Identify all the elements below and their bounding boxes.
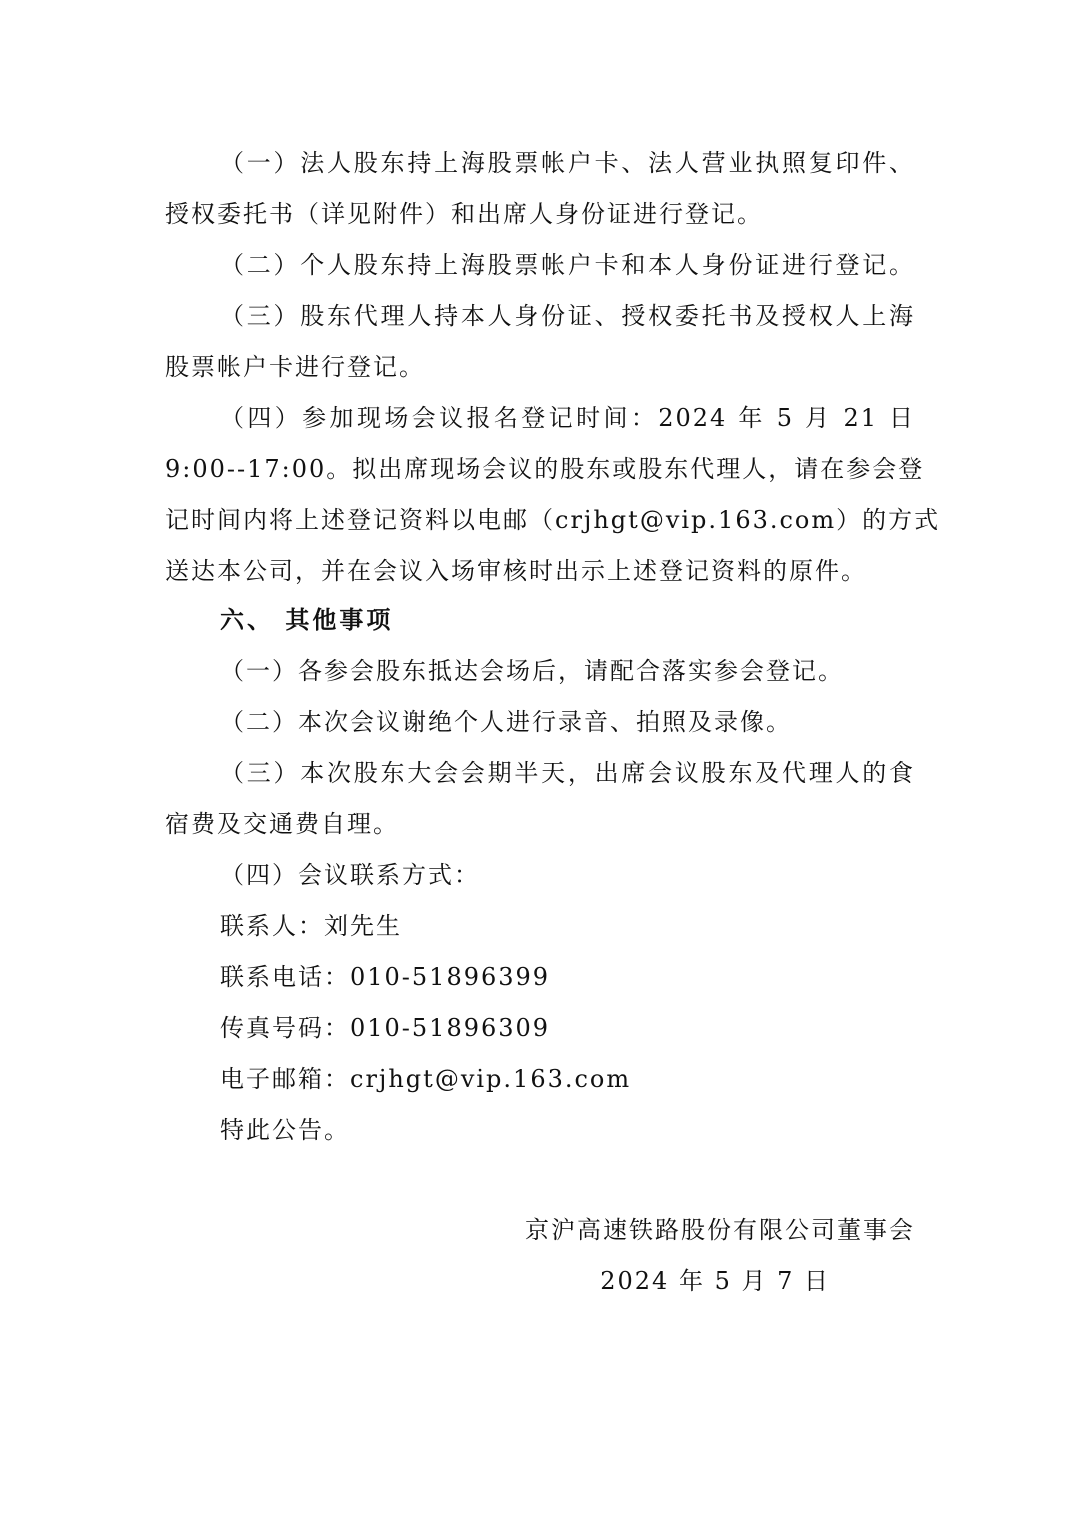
contact-email: 电子邮箱：crjhgt@vip.163.com [220,1065,632,1093]
paragraph-line: 授权委托书（详见附件）和出席人身份证进行登记。 [165,200,763,228]
section-heading: 六、 其他事项 [220,605,394,634]
list-item: （二）本次会议谢绝个人进行录音、拍照及录像。 [220,708,792,736]
contact-fax: 传真号码：010-51896309 [220,1014,551,1042]
closing-statement: 特此公告。 [220,1116,350,1144]
list-item: （一）各参会股东抵达会场后，请配合落实参会登记。 [220,657,844,685]
paragraph-line: 9:00--17:00。拟出席现场会议的股东或股东代理人，请在参会登 [165,455,925,483]
signature-org: 京沪高速铁路股份有限公司董事会 [525,1216,915,1244]
paragraph-line: （四）参加现场会议报名登记时间：2024 年 5 月 21 日 [220,404,915,432]
paragraph-line: 股票帐户卡进行登记。 [165,353,425,381]
contact-phone: 联系电话：010-51896399 [220,963,551,991]
list-item: 宿费及交通费自理。 [165,810,399,838]
paragraph-line: 记时间内将上述登记资料以电邮（crjhgt@vip.163.com）的方式 [165,506,941,534]
paragraph-line: （一）法人股东持上海股票帐户卡、法人营业执照复印件、 [220,149,915,177]
paragraph-line: 送达本公司，并在会议入场审核时出示上述登记资料的原件。 [165,557,867,585]
paragraph-line: （二）个人股东持上海股票帐户卡和本人身份证进行登记。 [220,251,915,279]
list-item: （四）会议联系方式： [220,861,480,889]
paragraph-line: （三）股东代理人持本人身份证、授权委托书及授权人上海 [220,302,915,330]
list-item: （三）本次股东大会会期半天，出席会议股东及代理人的食 [220,759,915,787]
contact-person: 联系人：刘先生 [220,912,402,940]
signature-date: 2024 年 5 月 7 日 [600,1267,830,1295]
